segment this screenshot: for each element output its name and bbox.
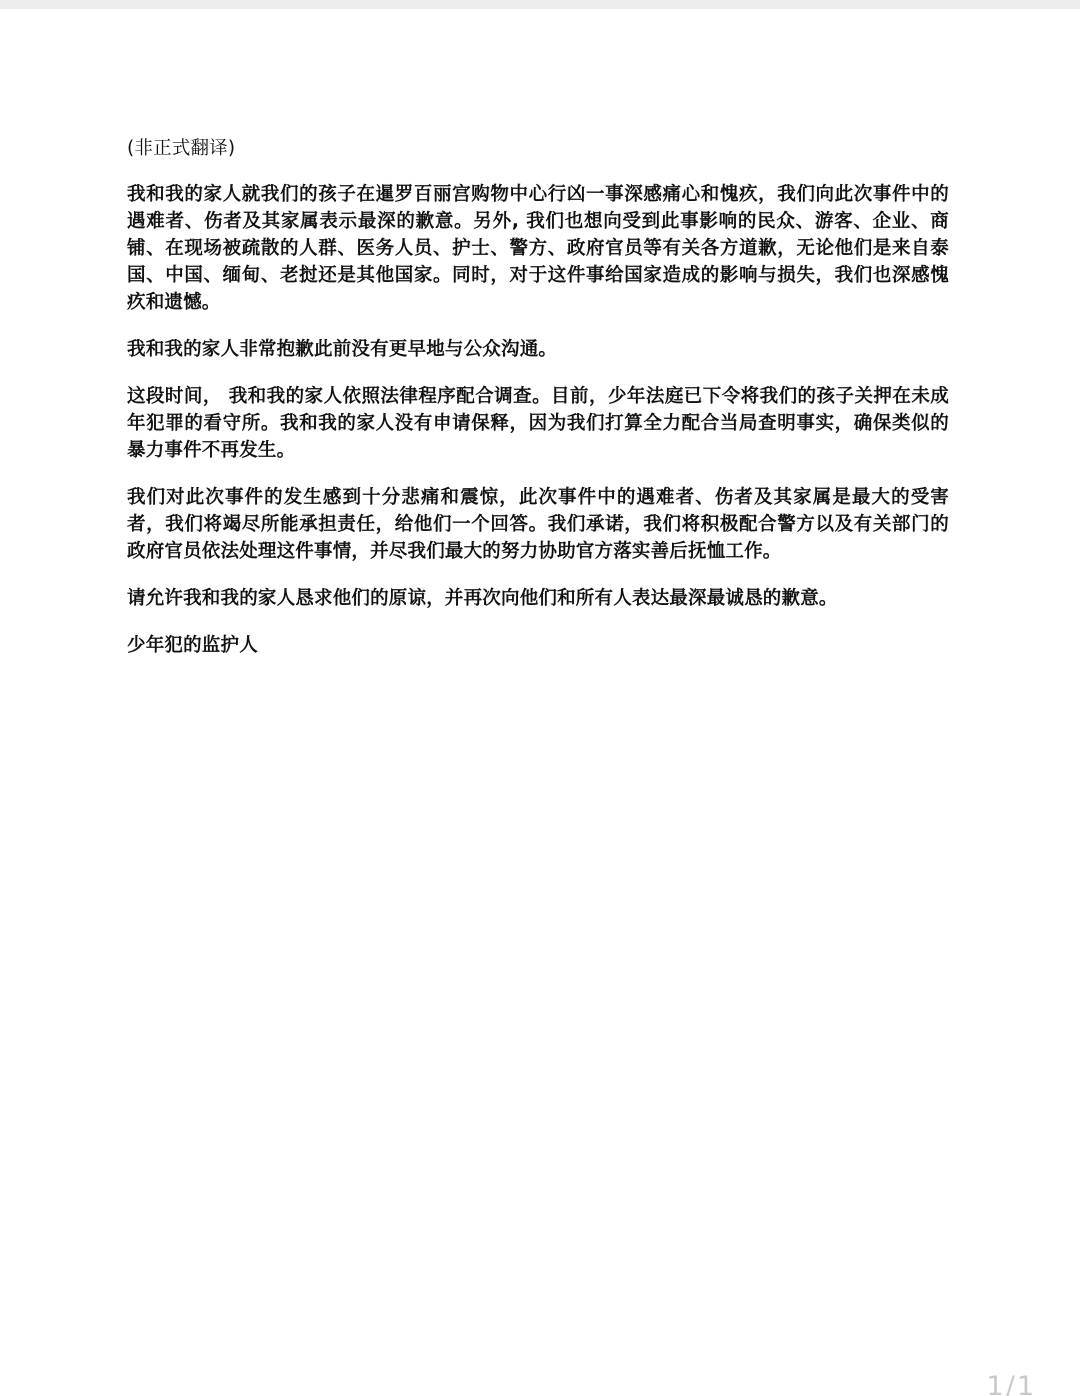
paragraph-apology: 我和我的家人就我们的孩子在暹罗百丽宫购物中心行凶一事深感痛心和愧疚，我们向此次事件中的遇难者、伤者及其家属表示最深的歉意。另外, 我们也想向受到此事影响的民众、游客、企业、商铺、在现场被疏散的人群、医务人员、护士、警方、政府官员等有关各方道歉，无论他们是来自泰国、中国、缅甸、老挝还是其他国家。同时，对于这件事给国家造成的影响与损失，我们也深感愧疚和遗憾。: [127, 184, 949, 313]
paragraph-forgiveness: 请允许我和我的家人恳求他们的原谅，并再次向他们和所有人表达最深最诚恳的歉意。: [127, 588, 838, 609]
document-page: [0, 9, 1080, 1396]
page-indicator: 1/1: [986, 1371, 1036, 1396]
document-signature: 少年犯的监护人: [127, 635, 258, 656]
document-body: [127, 135, 949, 679]
top-edge-bar: [0, 0, 1080, 9]
paragraph-communication: 我和我的家人非常抱歉此前没有更早地与公众沟通。: [127, 339, 558, 360]
document-heading: (非正式翻译): [127, 138, 236, 159]
paragraph-investigation: 这段时间， 我和我的家人依照法律程序配合调查。目前，少年法庭已下令将我们的孩子关押在未成年犯罪的看守所。我和我的家人没有申请保释，因为我们打算全力配合当局查明事实，确保类似的暴力事件不再发生。: [127, 386, 949, 461]
paragraph-responsibility: 我们对此次事件的发生感到十分悲痛和震惊，此次事件中的遇难者、伤者及其家属是最大的受害者，我们将竭尽所能承担责任，给他们一个回答。我们承诺，我们将积极配合警方以及有关部门的政府官员依法处理这件事情，并尽我们最大的努力协助官方落实善后抚恤工作。: [127, 487, 949, 562]
